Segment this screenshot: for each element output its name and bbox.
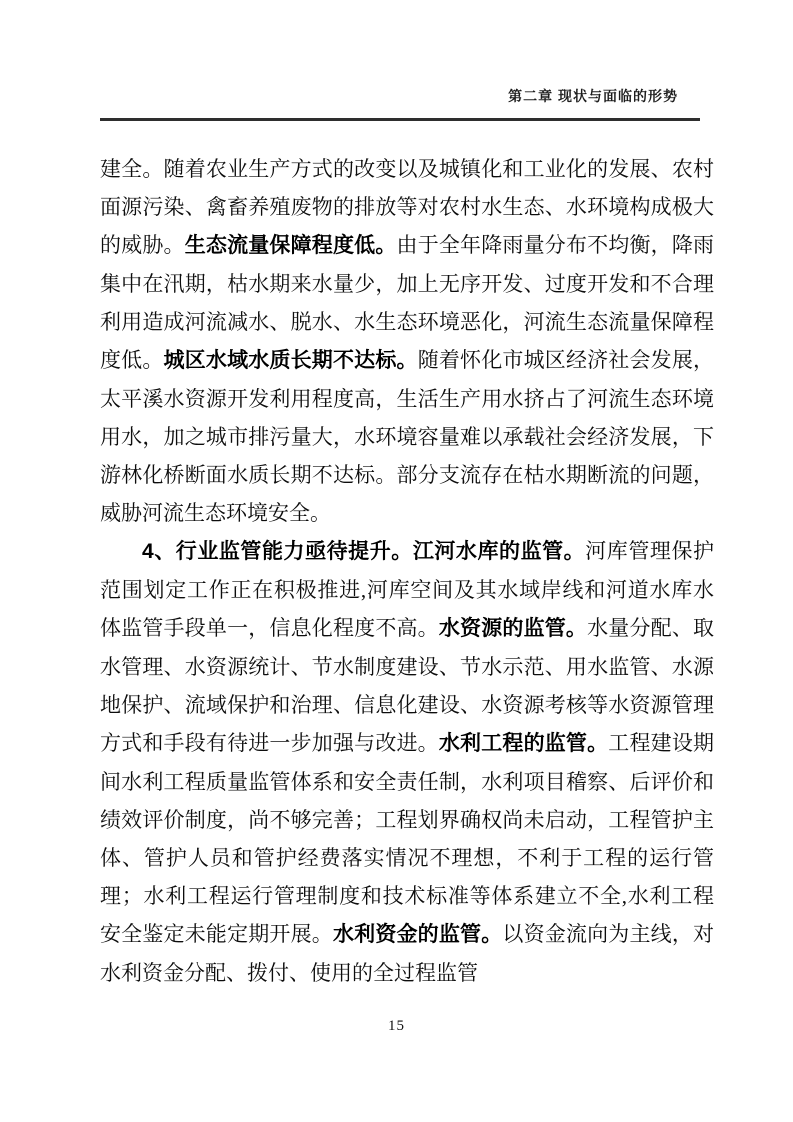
text-run: 以资金流向为主线，对水利资金分配、拨付、使用的全过程监管 xyxy=(100,922,715,985)
page-number: 15 xyxy=(388,1018,405,1034)
page-footer xyxy=(0,1018,793,1035)
header-divider-rule xyxy=(100,118,700,121)
paragraph-industry-supervision xyxy=(100,532,714,992)
bold-run-water-project-supervision-heading: 水利工程的监管。 xyxy=(438,732,609,755)
text-run: 建全。随着农业生产方式的改变以及城镇化和工业化的发展、农村面源污染、禽畜养殖废物的排放等对农村水生态、水环境构成极大的威胁。 xyxy=(100,157,714,257)
bold-run-urban-water-quality-heading: 城区水域水质长期不达标。 xyxy=(163,349,418,372)
text-run: 水量分配、取水管理、水资源统计、节水制度建设、节水示范、用水监管、水源地保护、流域保护和治理、信息化建设、水资源考核等水资源管理方式和手段有待进一步加强与改进。 xyxy=(100,616,715,755)
text-run: 由于全年降雨量分布不均衡，降雨集中在汛期，枯水期来水量少，加上无序开发、过度开发和不合理利用造成河流减水、脱水、水生态环境恶化，河流生态流量保障程度低。 xyxy=(100,233,715,372)
paragraph-water-ecology xyxy=(100,150,714,532)
text-run: 随着怀化市城区经济社会发展，太平溪水资源开发利用程度高，生活生产用水挤占了河流生态环境用水，加之城市排污量大，水环境容量难以承载社会经济发展，下游林化桥断面水质长期不达标。部分支流存在枯水期断流的问题，威胁河流生态环境安全。 xyxy=(100,348,715,525)
document-body xyxy=(100,150,714,992)
text-run: 河库管理保护范围划定工作正在积极推进,河库空间及其水域岸线和河道水库水体监管手段单一，信息化程度不高。 xyxy=(100,539,715,640)
bold-run-water-funds-supervision-heading: 水利资金的监管。 xyxy=(332,923,503,946)
text-run: 工程建设期间水利工程质量监管体系和安全责任制，水利项目稽察、后评价和绩效评价制度，尚不够完善；工程划界确权尚未启动，工程管护主体、管护人员和管护经费落实情况不理想，不利于工程的运行管理；水利工程运行管理制度和技术标准等体系建立不全,水利工程安全鉴定未能定期开展。 xyxy=(100,731,715,946)
page-header-chapter-title: 第二章 现状与面临的形势 xyxy=(508,88,678,104)
bold-run-ecological-flow-heading: 生态流量保障程度低。 xyxy=(184,234,397,257)
bold-run-water-resources-supervision-heading: 水资源的监管。 xyxy=(438,617,588,640)
bold-run-item4-river-reservoir-supervision-heading: 4、行业监管能力亟待提升。江河水库的监管。 xyxy=(142,540,586,563)
